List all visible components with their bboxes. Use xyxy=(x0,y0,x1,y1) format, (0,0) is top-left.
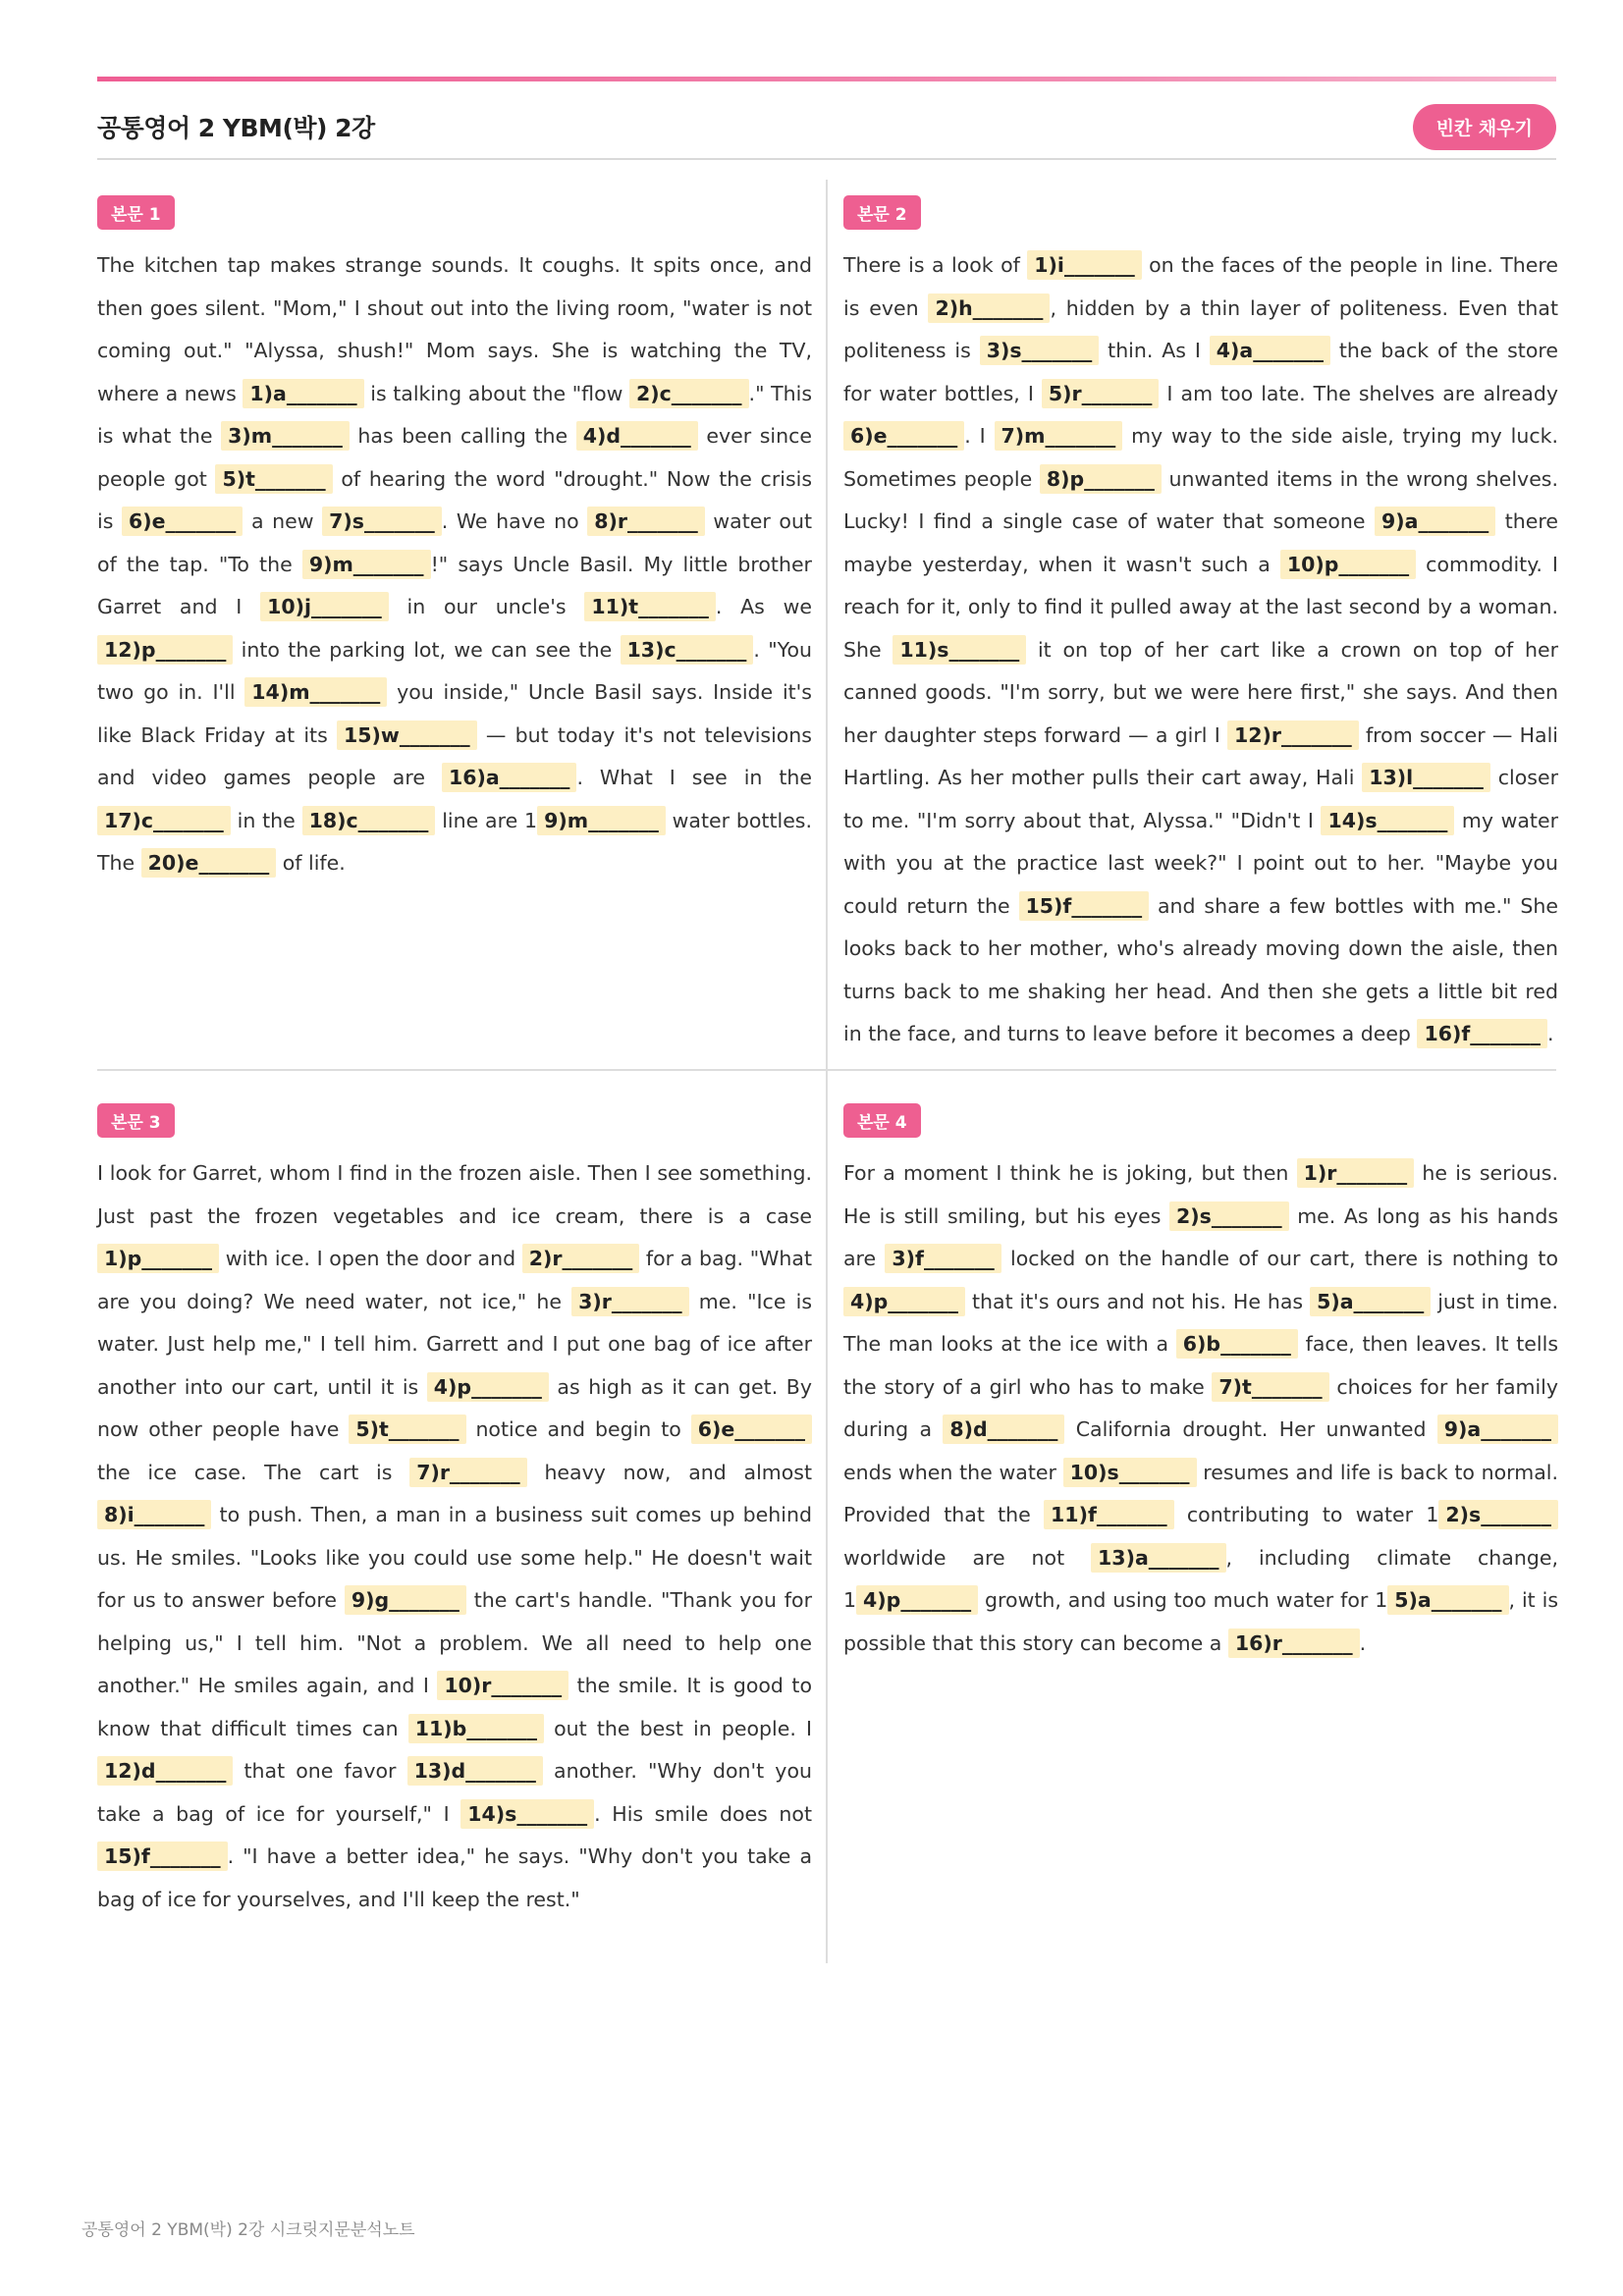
blank-field: 13)a_______ xyxy=(1091,1543,1225,1573)
blank-field: 2)s_______ xyxy=(1438,1500,1558,1529)
section-label: 본문 4 xyxy=(843,1103,921,1138)
passage-segment: to push. Then, a man in a business suit comes up behind us. He smiles. "Looks like you could use some help." He doesn't wait for us to answer before xyxy=(97,1503,812,1612)
blank-field: 9)m_______ xyxy=(302,550,431,579)
blank-field: 14)s_______ xyxy=(1321,806,1454,835)
passage-segment: another. "Why don't you take a bag of ice for yourself," I xyxy=(97,1759,812,1826)
blank-field: 7)t_______ xyxy=(1212,1372,1328,1402)
blank-field: 13)c_______ xyxy=(621,635,754,665)
blank-field: 14)s_______ xyxy=(460,1799,594,1829)
blank-field: 5)r_______ xyxy=(1042,379,1160,408)
passage-segment: just in time. The man looks at the ice with a xyxy=(843,1289,1558,1356)
section-label: 본문 2 xyxy=(843,195,921,230)
passage-segment: heavy now, and almost xyxy=(526,1460,813,1484)
passage-segment: ever since people got xyxy=(97,424,812,491)
passage-segment: , hidden by a thin layer of politeness. Even that politeness is xyxy=(843,295,1559,362)
passage-text xyxy=(843,1152,1558,1665)
passage-segment: into the parking lot, we can see the xyxy=(233,637,621,662)
passage-segment: notice and begin to xyxy=(465,1417,691,1441)
passage-segment: For a moment I think he is joking, but then xyxy=(843,1161,1297,1185)
page-header xyxy=(97,95,1556,160)
passage-segment: thin. As I xyxy=(1099,339,1210,362)
blank-field: 4)p_______ xyxy=(843,1287,965,1316)
blank-field: 8)d_______ xyxy=(943,1415,1064,1444)
blank-field: 2)r_______ xyxy=(522,1244,640,1273)
passage-segment: There is a look of xyxy=(843,253,1028,277)
passage-text xyxy=(97,1152,812,1921)
blank-field: 18)c_______ xyxy=(302,806,436,835)
passage-segment: . "I have a better idea," he says. "Why don't you take a bag of ice for yourselves, and I'll keep the rest." xyxy=(97,1844,812,1911)
passage-segment: commodity. I reach for it, only to find it pulled away at the last second by a woman. She xyxy=(843,552,1558,662)
passage-segment: as high as it can get. By now other people have xyxy=(97,1374,812,1441)
blank-field: 6)e_______ xyxy=(843,421,964,451)
passage-segment: . xyxy=(1359,1630,1367,1655)
blank-field: 17)c_______ xyxy=(97,806,231,835)
blank-field: 13)d_______ xyxy=(407,1756,543,1786)
blank-field: 7)m_______ xyxy=(995,421,1123,451)
blank-field: 10)r_______ xyxy=(437,1671,568,1700)
blank-field: 11)s_______ xyxy=(893,635,1026,665)
blank-field: 9)m_______ xyxy=(537,806,666,835)
passage-segment: in our uncle's xyxy=(388,595,585,618)
passage-segment: that it's ours and not his. He has xyxy=(965,1289,1311,1313)
blank-field: 6)e_______ xyxy=(122,507,243,536)
blank-field: 1)i_______ xyxy=(1027,250,1141,280)
blank-field: 16)r_______ xyxy=(1228,1629,1360,1658)
passage-segment: my water with you at the practice last week?" I point out to her. "Maybe you could return the xyxy=(843,808,1558,918)
blank-field: 14)m_______ xyxy=(244,677,387,707)
passage-segment: face, then leaves. It tells the story of a girl who has to make xyxy=(843,1332,1558,1399)
blank-field: 16)f_______ xyxy=(1417,1019,1547,1048)
passage-segment: . What I see in the xyxy=(576,766,813,789)
blank-field: 6)b_______ xyxy=(1176,1329,1298,1359)
top-accent-rule xyxy=(97,77,1556,81)
passage-segment: a new xyxy=(243,509,323,533)
passage-segment: he is serious. He is still smiling, but his eyes xyxy=(843,1161,1558,1228)
blank-field: 3)s_______ xyxy=(980,336,1100,365)
passage-segment: on the faces of the people in line. There is even xyxy=(843,253,1558,320)
passage-segment: unwanted items in the wrong shelves. Lucky! I find a single case of water that someone xyxy=(843,466,1559,533)
section-label: 본문 3 xyxy=(97,1103,175,1138)
blank-field: 7)s_______ xyxy=(322,507,442,536)
passage-segment: of life. xyxy=(276,851,346,875)
blank-field: 10)p_______ xyxy=(1280,550,1416,579)
blank-field: 11)b_______ xyxy=(408,1714,544,1743)
blank-field: 16)a_______ xyxy=(442,763,576,792)
blank-field: 9)a_______ xyxy=(1437,1415,1558,1444)
blank-field: 5)t_______ xyxy=(349,1415,465,1444)
passage-segment: in the xyxy=(230,808,302,832)
blank-field: 6)e_______ xyxy=(691,1415,812,1444)
blank-field: 11)f_______ xyxy=(1044,1500,1174,1529)
passage-segment: me. "Ice is water. Just help me," I tell him. Garrett and I put one bag of ice after another into our cart, until it is xyxy=(97,1289,812,1399)
passage-segment: water bottles. The xyxy=(97,808,813,875)
passage-text xyxy=(97,244,812,885)
blank-field: 3)m_______ xyxy=(221,421,350,451)
passage-segment: . I xyxy=(964,424,995,448)
blank-field: 5)t_______ xyxy=(215,464,332,494)
passage-segment: and share a few bottles with me." She looks back to her mother, who's already moving down the aisle, then turns back to me shaking her head. And then she gets a little bit red in the face, and turns to leave before it becomes a deep xyxy=(843,893,1558,1045)
passage-segment: ends when the water xyxy=(843,1460,1063,1484)
blank-field: 5)a_______ xyxy=(1387,1585,1508,1615)
page-footer: 공통영어 2 YBM(박) 2강 시크릿지문분석노트 xyxy=(81,2220,415,2240)
passage-segment: growth, and using too much water for 1 xyxy=(978,1588,1388,1612)
passage-segment: . We have no xyxy=(441,509,588,533)
passage-segment: with ice. I open the door and xyxy=(219,1247,522,1270)
blank-field: 4)d_______ xyxy=(576,421,698,451)
passage-section-1 xyxy=(97,195,812,885)
passage-segment: choices for her family during a xyxy=(843,1374,1559,1441)
blank-field: 2)h_______ xyxy=(928,294,1050,323)
passage-segment: locked on the handle of our cart, there is nothing to xyxy=(1001,1247,1558,1270)
row-divider xyxy=(97,1069,1556,1071)
page-title: 공통영어 2 YBM(박) 2강 xyxy=(97,114,375,142)
blank-field: 5)a_______ xyxy=(1310,1287,1431,1316)
passage-segment: line are 1 xyxy=(435,808,538,832)
passage-segment: the ice case. The cart is xyxy=(97,1460,410,1484)
blank-field: 2)c_______ xyxy=(629,379,749,408)
passage-segment: — but today it's not televisions and video games people are xyxy=(97,722,812,789)
passage-segment: it on top of her cart like a crown on top of her canned goods. "I'm sorry, but we were here first," she says. And then her daughter steps forward — a girl I xyxy=(843,637,1559,747)
passage-segment: for a bag. "What are you doing? We need water, not ice," he xyxy=(97,1247,812,1313)
passage-segment: I am too late. The shelves are already xyxy=(1159,381,1559,405)
passage-segment: . His smile does not xyxy=(594,1801,812,1826)
passage-segment: . xyxy=(1547,1022,1554,1045)
fill-in-blank-badge: 빈칸 채우기 xyxy=(1413,104,1556,150)
passage-segment: there maybe yesterday, when it wasn't such a xyxy=(843,509,1558,576)
passage-segment: water out of the tap. "To the xyxy=(97,509,812,576)
blank-field: 20)e_______ xyxy=(141,848,277,878)
blank-field: 9)g_______ xyxy=(345,1585,466,1615)
passage-segment: me. As long as his hands are xyxy=(843,1203,1559,1270)
passage-section-2 xyxy=(843,195,1558,1056)
passage-segment: the smile. It is good to know that difficult times can xyxy=(97,1674,812,1740)
passage-segment: closer to me. "I'm sorry about that, Alyssa." "Didn't I xyxy=(843,766,1559,832)
passage-segment: . As we xyxy=(715,595,812,618)
blank-field: 15)w_______ xyxy=(337,721,477,750)
blank-field: 12)r_______ xyxy=(1227,721,1359,750)
blank-field: 11)t_______ xyxy=(584,592,715,621)
blank-field: 9)a_______ xyxy=(1375,507,1495,536)
passage-segment: that one favor xyxy=(233,1759,407,1783)
blank-field: 7)r_______ xyxy=(409,1458,527,1487)
passage-segment: the cart's handle. "Thank you for helping us," I tell him. "Not a problem. We all need to help one another." He smiles again, and I xyxy=(97,1588,812,1697)
passage-segment: from soccer — Hali Hartling. As her mother pulls their cart away, Hali xyxy=(843,722,1558,789)
blank-field: 3)f_______ xyxy=(885,1244,1001,1273)
section-label: 본문 1 xyxy=(97,195,175,230)
passage-segment: is talking about the "flow xyxy=(363,381,629,405)
passage-segment: , it is possible that this story can become a xyxy=(843,1588,1558,1655)
passage-segment: The kitchen tap makes strange sounds. It coughs. It spits once, and then goes silent. "Mom," I shout out into the living room, "water is not coming out." "Alyssa, shush!" Mom says. She is watching the TV, where a news xyxy=(97,253,812,405)
passage-segment: ." This is what the xyxy=(97,381,812,448)
passage-segment: I look for Garret, whom I find in the frozen aisle. Then I see something. Just past the frozen vegetables and ice cream, there is a case xyxy=(97,1161,812,1228)
passage-section-3 xyxy=(97,1103,812,1921)
blank-field: 15)f_______ xyxy=(1019,891,1150,921)
passage-segment: California drought. Her unwanted xyxy=(1064,1417,1437,1441)
passage-segment: the back of the store for water bottles, I xyxy=(843,339,1558,405)
blank-field: 10)s_______ xyxy=(1063,1458,1197,1487)
blank-field: 1)p_______ xyxy=(97,1244,219,1273)
passage-segment: you inside," Uncle Basil says. Inside it's like Black Friday at its xyxy=(97,680,812,747)
blank-field: 3)r_______ xyxy=(571,1287,689,1316)
blank-field: 10)j_______ xyxy=(260,592,389,621)
passage-segment: , including climate change, 1 xyxy=(843,1545,1558,1612)
blank-field: 13)l_______ xyxy=(1362,763,1490,792)
passage-segment: contributing to water 1 xyxy=(1173,1503,1439,1526)
passage-segment: !" says Uncle Basil. My little brother Garret and I xyxy=(97,552,812,618)
passage-segment: my way to the side aisle, trying my luck. Sometimes people xyxy=(843,424,1558,491)
passage-segment: has been calling the xyxy=(349,424,576,448)
passage-segment: resumes and life is back to normal. Provided that the xyxy=(843,1460,1558,1526)
blank-field: 15)f_______ xyxy=(97,1842,228,1871)
passage-segment: . "You two go in. I'll xyxy=(97,637,812,704)
passage-segment: out the best in people. I xyxy=(544,1716,812,1740)
blank-field: 8)r_______ xyxy=(587,507,705,536)
passage-section-4 xyxy=(843,1103,1558,1665)
blank-field: 2)s_______ xyxy=(1169,1201,1289,1231)
column-divider xyxy=(826,180,828,1963)
blank-field: 4)p_______ xyxy=(856,1585,978,1615)
blank-field: 1)a_______ xyxy=(243,379,363,408)
passage-segment: worldwide are not xyxy=(843,1545,1092,1570)
blank-field: 8)p_______ xyxy=(1040,464,1162,494)
blank-field: 1)r_______ xyxy=(1297,1158,1415,1188)
blank-field: 12)p_______ xyxy=(97,635,233,665)
blank-field: 4)p_______ xyxy=(427,1372,549,1402)
blank-field: 4)a_______ xyxy=(1210,336,1330,365)
passage-text xyxy=(843,244,1558,1056)
blank-field: 12)d_______ xyxy=(97,1756,233,1786)
passage-segment: of hearing the word "drought." Now the crisis is xyxy=(97,466,812,533)
blank-field: 8)i_______ xyxy=(97,1500,211,1529)
